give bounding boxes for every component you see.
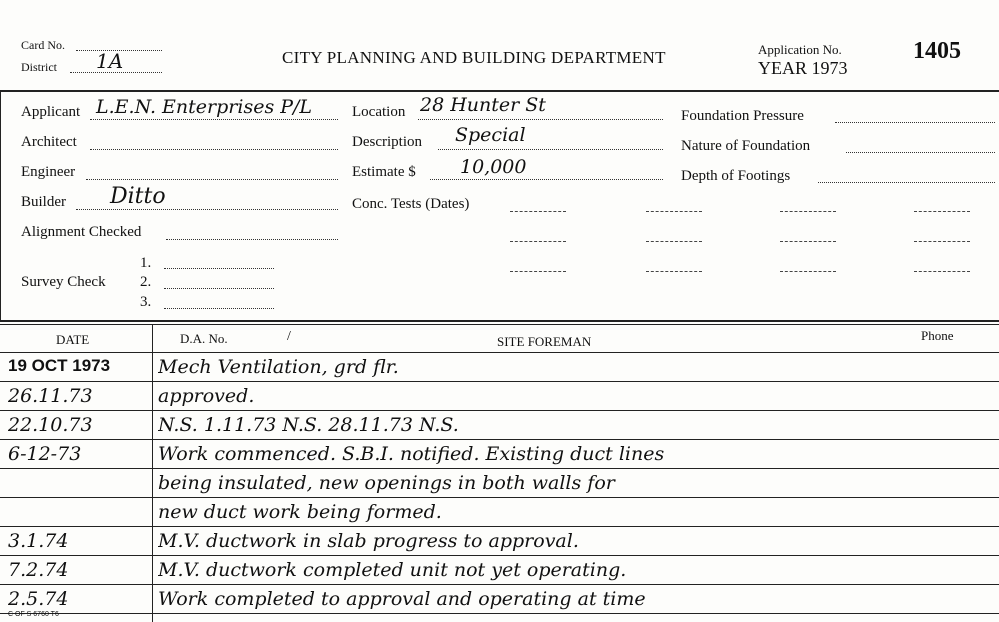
foundation-pressure-label: Foundation Pressure [681,108,804,124]
conc-tests-label: Conc. Tests (Dates) [352,196,470,212]
conc-test-line-1d [914,211,970,212]
log-date: 19 OCT 1973 [8,356,111,375]
applicant-label: Applicant [21,104,81,120]
log-date: 2.5.74 [8,588,69,610]
estimate-label: Estimate $ [352,164,416,180]
conc-test-line-2c [780,241,836,242]
conc-test-line-1b [646,211,702,212]
table-row [0,440,999,468]
description-label: Description [352,134,422,150]
log-entry: approved. [158,385,255,407]
conc-test-line-2d [914,241,970,242]
location-value: 28 Hunter St [420,94,546,116]
log-entry: N.S. 1.11.73 N.S. 28.11.73 N.S. [158,414,459,436]
builder-label: Builder [21,194,66,210]
builder-line [76,209,338,210]
da-header: D.A. No. [180,331,228,346]
survey-label: Survey Check [21,274,106,290]
log-entry: Work completed to approval and operating at time [158,588,646,610]
description-value: Special [455,124,526,146]
log-date: 26.11.73 [8,385,93,407]
table-row [0,498,999,526]
nature-foundation-line [846,152,995,153]
foreman-header: SITE FOREMAN [497,334,592,349]
table-row [0,585,999,613]
log-top-border [0,320,999,322]
da-value: / [287,329,291,344]
conc-test-line-3a [510,271,566,272]
table-row [0,353,999,381]
architect-line [90,149,338,150]
survey-line-3 [164,308,274,309]
log-entry: being insulated, new openings in both walls for [158,472,615,494]
applicant-value: L.E.N. Enterprises P/L [96,96,313,118]
card-no-label: Card No. [21,38,65,52]
form-left-border [0,90,1,322]
date-header: DATE [56,332,90,347]
depth-footings-line [818,182,995,183]
estimate-value: 10,000 [460,156,527,178]
architect-label: Architect [21,134,77,150]
engineer-line [86,179,338,180]
survey-line-1 [164,268,274,269]
nature-foundation-label: Nature of Foundation [681,138,811,154]
table-row [0,382,999,410]
form-code: C OF S 6760 T6 [8,611,59,618]
form-top-border [0,90,999,92]
survey-item-1: 1. [140,255,152,271]
log-entry: Work commenced. S.B.I. notified. Existing duct lines [158,443,665,465]
application-label: Application No. [758,42,842,57]
table-row [0,527,999,555]
row-divider [0,613,999,614]
conc-test-line-2a [510,241,566,242]
table-row [0,556,999,584]
engineer-label: Engineer [21,164,76,180]
estimate-line [430,179,663,180]
table-row [0,411,999,439]
table-row [0,469,999,497]
log-top-border-inner [0,324,999,325]
description-line [438,149,663,150]
phone-header: Phone [921,328,954,343]
log-entry: Mech Ventilation, grd flr. [158,356,399,378]
survey-item-3: 3. [140,294,152,310]
conc-test-line-3c [780,271,836,272]
alignment-line [166,239,338,240]
application-number: 1405 [913,38,961,64]
district-value: 1A [96,49,124,73]
survey-item-2: 2. [140,274,152,290]
log-date: 7.2.74 [8,559,69,581]
log-entry: M.V. ductwork in slab progress to approval. [158,530,579,552]
conc-test-line-3b [646,271,702,272]
survey-line-2 [164,288,274,289]
conc-test-line-3d [914,271,970,272]
district-label: District [21,60,57,74]
log-date: 6-12-73 [8,443,82,465]
log-entry: M.V. ductwork completed unit not yet operating. [158,559,627,581]
log-date: 3.1.74 [8,530,69,552]
location-line [418,119,663,120]
builder-value: Ditto [110,184,166,209]
applicant-line [90,119,338,120]
log-entry: new duct work being formed. [158,501,442,523]
year-label: YEAR 1973 [758,58,848,78]
department-title: CITY PLANNING AND BUILDING DEPARTMENT [282,48,666,67]
location-label: Location [352,104,406,120]
conc-test-line-2b [646,241,702,242]
foundation-pressure-line [835,122,995,123]
log-date: 22.10.73 [8,414,93,436]
alignment-label: Alignment Checked [21,224,142,240]
conc-test-line-1c [780,211,836,212]
conc-test-line-1a [510,211,566,212]
depth-footings-label: Depth of Footings [681,168,791,184]
